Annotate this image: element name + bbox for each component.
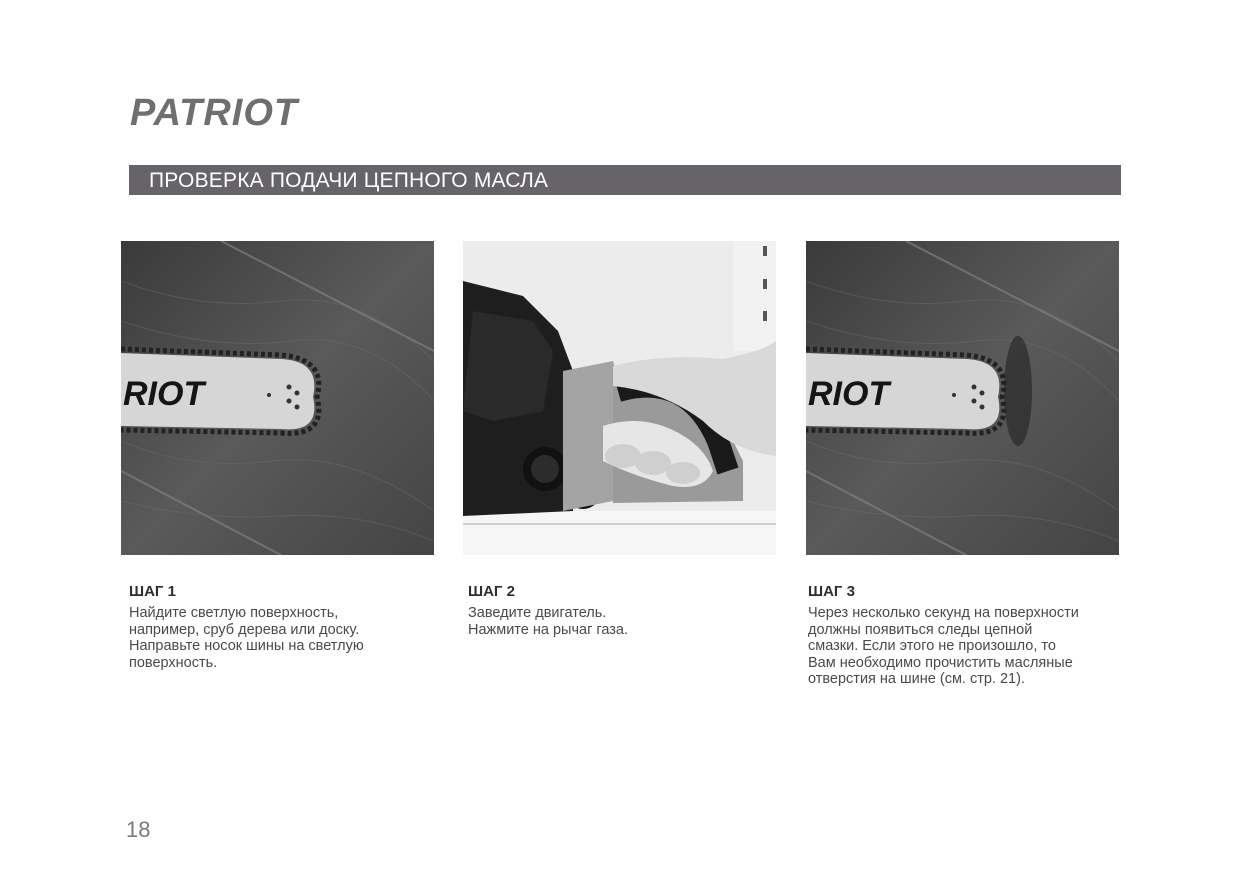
- step-text: Через несколько секунд на поверхности должны появиться следы цепной смазки. Если этого не произошло, то Вам необходимо прочистить масляные отверстия на шине (см. стр. 21).: [808, 605, 1079, 687]
- step2-photo: [463, 241, 776, 555]
- step-2: [468, 583, 788, 638]
- step1-photo: [121, 241, 434, 555]
- step-1: [129, 583, 449, 671]
- bar-logo-text: RIOT: [808, 375, 890, 413]
- step-title: ШАГ 2: [468, 583, 515, 600]
- step-text: Заведите двигатель. Нажмите на рычаг газа.: [468, 605, 629, 638]
- section-title: ПРОВЕРКА ПОДАЧИ ЦЕПНОГО МАСЛА: [149, 169, 549, 192]
- step-text: Найдите светлую поверхность, например, сруб дерева или доску. Направьте носок шины на светлую поверхность.: [129, 605, 364, 671]
- step-3: [808, 583, 1128, 688]
- bar-logo-text: RIOT: [123, 375, 205, 413]
- step-title: ШАГ 3: [808, 583, 855, 600]
- section-title-bar: [129, 165, 1121, 195]
- page-number: 18: [126, 817, 151, 842]
- patriot-logo: [130, 92, 345, 132]
- step-title: ШАГ 1: [129, 583, 176, 600]
- logo-text: PATRIOT: [130, 92, 299, 132]
- step3-photo: [806, 241, 1119, 555]
